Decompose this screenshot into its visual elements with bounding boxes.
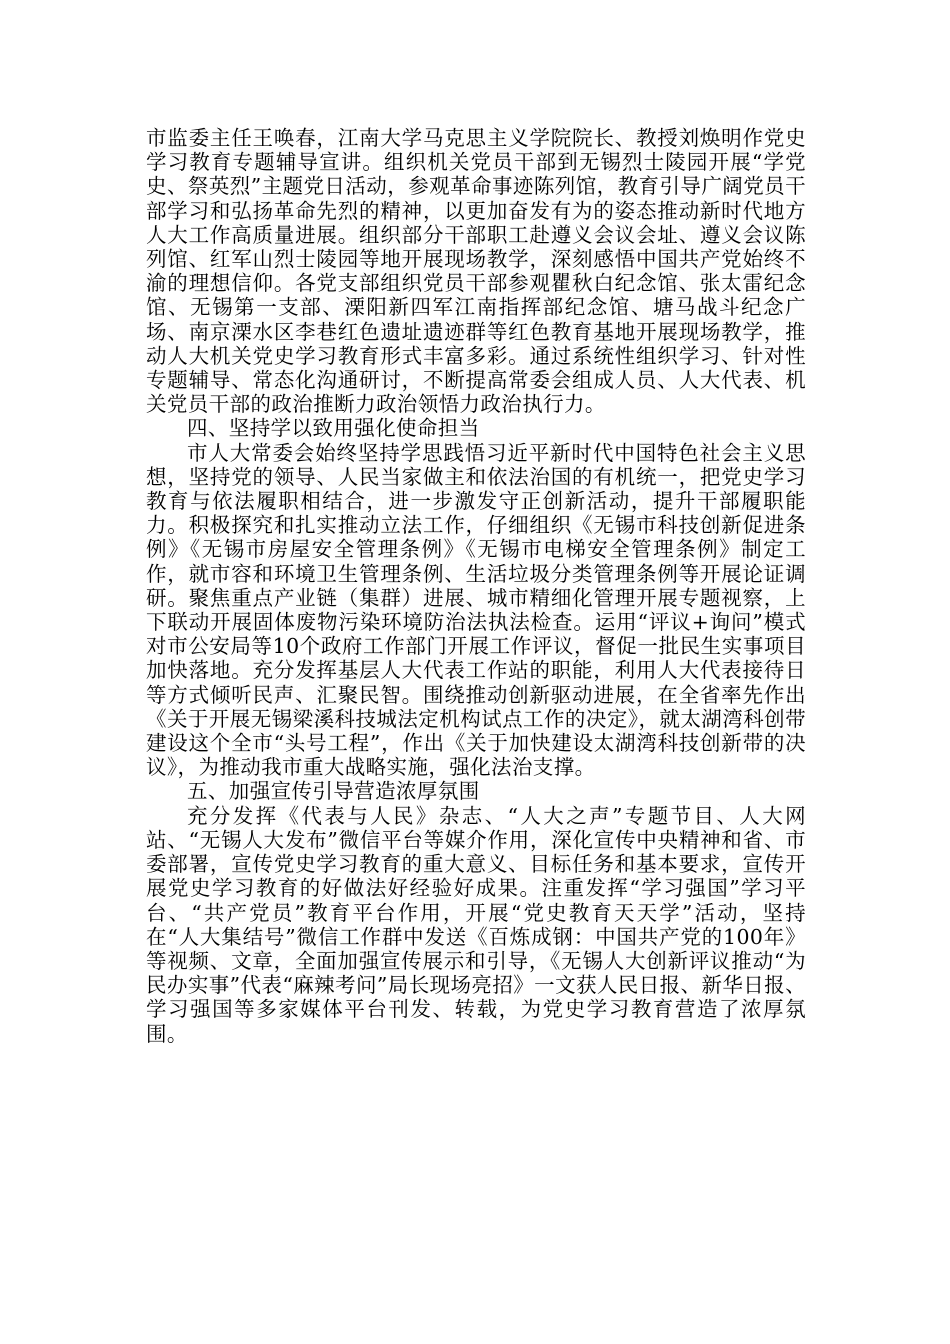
paragraph-continuation: 市监委主任王唤春，江南大学马克思主义学院院长、教授刘焕明作党史学习教育专题辅导宣讲。组织机关党员干部到无锡烈士陵园开展“学党史、祭英烈”主题党日活动，参观革命事迹陈列馆，教育引导广阔党员干部学习和弘扬革命先烈的精神，以更加奋发有为的姿态推动新时代地方人大工作高质量进展。组织部分干部职工赴遵义会议会址、遵义会议陈列馆、红军山烈士陵园等地开展现场教学，深刻感悟中国共产党始终不渝的理想信仰。各党支部组织党员干部参观瞿秋白纪念馆、张太雷纪念馆、无锡第一支部、溧阳新四军江南指挥部纪念馆、塘马战斗纪念广场、南京溧水区李巷红色遗址遗迹群等红色教育基地开展现场教学，推动人大机关党史学习教育形式丰富多彩。通过系统性组织学习、针对性专题辅导、常态化沟通研讨，不断提高常委会组成人员、人大代表、机关党员干部的政治推断力政治领悟力政治执行力。 bbox=[146, 126, 806, 417]
paragraph-section-4: 市人大常委会始终坚持学思践悟习近平新时代中国特色社会主义思想，坚持党的领导、人民当家做主和依法治国的有机统一，把党史学习教育与依法履职相结合，进一步激发守正创新活动，提升干部履职能力。积极探究和扎实推动立法工作，仔细组织《无锡市科技创新促进条例》《无锡市房屋安全管理条例》《无锡市电梯安全管理条例》制定工作，就市容和环境卫生管理条例、生活垃圾分类管理条例等开展论证调研。聚焦重点产业链（集群）进展、城市精细化管理开展专题视察，上下联动开展固体废物污染环境防治法执法检查。运用“评议+询问”模式对市公安局等10个政府工作部门开展工作评议，督促一批民生实事项目加快落地。充分发挥基层人大代表工作站的职能，利用人大代表接待日等方式倾听民声、汇聚民智。围绕推动创新驱动进展，在全省率先作出《关于开展无锡梁溪科技城法定机构试点工作的决定》，就太湖湾科创带建设这个全市“头号工程”，作出《关于加快建设太湖湾科技创新带的决议》，为推动我市重大战略实施，强化法治支撑。 bbox=[146, 440, 806, 780]
section-heading-4: 四、坚持学以致用强化使命担当 bbox=[187, 416, 480, 441]
document-body bbox=[146, 126, 806, 1046]
section-heading-5: 五、加强宣传引导营造浓厚氛围 bbox=[187, 779, 480, 804]
paragraph-section-5: 充分发挥《代表与人民》杂志、“人大之声”专题节目、人大网站、“无锡人大发布”微信平台等媒介作用，深化宣传中央精神和省、市委部署，宣传党史学习教育的重大意义、目标任务和基本要求，宣传开展党史学习教育的好做法好经验好成果。注重发挥“学习强国”学习平台、“共产党员”教育平台作用，开展“党史教育天天学”活动，坚持在“人大集结号”微信工作群中发送《百炼成钢：中国共产党的100年》等视频、文章，全面加强宣传展示和引导，《无锡人大创新评议推动“为民办实事”代表“麻辣考问”局长现场亮招》一文获人民日报、新华日报、学习强国等多家媒体平台刊发、转载，为党史学习教育营造了浓厚氛围。 bbox=[146, 803, 806, 1046]
